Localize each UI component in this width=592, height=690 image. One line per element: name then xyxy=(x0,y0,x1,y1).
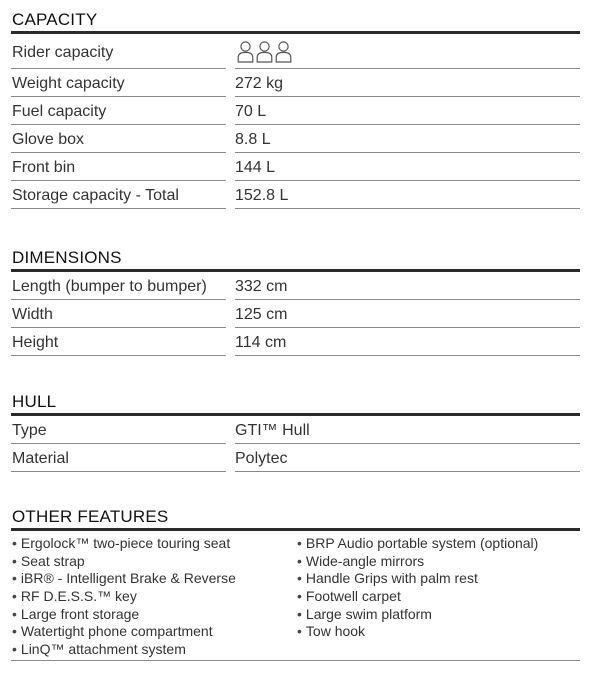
capacity-title: CAPACITY xyxy=(12,10,98,29)
spec-value: 70 L xyxy=(235,97,580,125)
features-list xyxy=(12,535,580,659)
spec-label: Width xyxy=(11,300,226,328)
dimensions-section xyxy=(11,248,580,356)
other-features-title-rule xyxy=(11,528,580,531)
spec-label: Storage capacity - Total xyxy=(11,181,226,209)
spec-value: 125 cm xyxy=(235,300,580,328)
feature-item: • Large swim platform xyxy=(297,606,538,624)
feature-item: • Ergolock™ two-piece touring seat xyxy=(12,535,236,553)
spec-row-fuel-capacity xyxy=(11,97,580,125)
feature-item: • Footwell carpet xyxy=(297,588,538,606)
feature-item: • LinQ™ attachment system xyxy=(12,641,236,659)
spec-label: Weight capacity xyxy=(11,69,226,97)
capacity-section xyxy=(11,10,580,209)
feature-item: • iBR® - Intelligent Brake & Reverse xyxy=(12,570,236,588)
spec-row-front-bin xyxy=(11,153,580,181)
spec-row-weight-capacity xyxy=(11,69,580,97)
person-outline-icon xyxy=(256,41,273,63)
rider-capacity-value xyxy=(235,34,580,69)
spec-label: Front bin xyxy=(11,153,226,181)
feature-item: • Seat strap xyxy=(12,553,236,571)
spec-value: 332 cm xyxy=(235,272,580,300)
spec-row-storage-total xyxy=(11,181,580,209)
feature-item: • Watertight phone compartment xyxy=(12,623,236,641)
hull-section xyxy=(11,392,580,472)
spec-label: Glove box xyxy=(11,125,226,153)
features-bottom-rule xyxy=(11,660,580,661)
spec-label: Material xyxy=(11,444,226,472)
spec-label: Height xyxy=(11,328,226,356)
spec-row-glove-box xyxy=(11,125,580,153)
feature-item: • RF D.E.S.S.™ key xyxy=(12,588,236,606)
spec-value: GTI™ Hull xyxy=(235,416,580,444)
spec-value: 144 L xyxy=(235,153,580,181)
other-features-section xyxy=(11,507,580,531)
spec-row-width xyxy=(11,300,580,328)
rider-icons-group xyxy=(237,41,292,63)
feature-item: • Wide-angle mirrors xyxy=(297,553,538,571)
features-right-column xyxy=(297,535,538,641)
spec-value: 8.8 L xyxy=(235,125,580,153)
spec-row-material xyxy=(11,444,580,472)
spec-label: Rider capacity xyxy=(11,34,226,69)
spec-value: 152.8 L xyxy=(235,181,580,209)
spec-label: Length (bumper to bumper) xyxy=(11,272,226,300)
spec-value: 114 cm xyxy=(235,328,580,356)
person-outline-icon xyxy=(237,41,254,63)
spec-label: Fuel capacity xyxy=(11,97,226,125)
spec-row-rider-capacity xyxy=(11,34,580,69)
spec-value: Polytec xyxy=(235,444,580,472)
feature-item: • BRP Audio portable system (optional) xyxy=(297,535,538,553)
dimensions-title: DIMENSIONS xyxy=(12,248,122,267)
spec-value: 272 kg xyxy=(235,69,580,97)
spec-row-type xyxy=(11,416,580,444)
hull-title: HULL xyxy=(12,392,57,411)
feature-item: • Handle Grips with palm rest xyxy=(297,570,538,588)
person-outline-icon xyxy=(275,41,292,63)
spec-label: Type xyxy=(11,416,226,444)
features-left-column xyxy=(12,535,236,659)
spec-row-height xyxy=(11,328,580,356)
spec-row-length xyxy=(11,272,580,300)
other-features-title: OTHER FEATURES xyxy=(12,507,169,526)
feature-item: • Tow hook xyxy=(297,623,538,641)
feature-item: • Large front storage xyxy=(12,606,236,624)
